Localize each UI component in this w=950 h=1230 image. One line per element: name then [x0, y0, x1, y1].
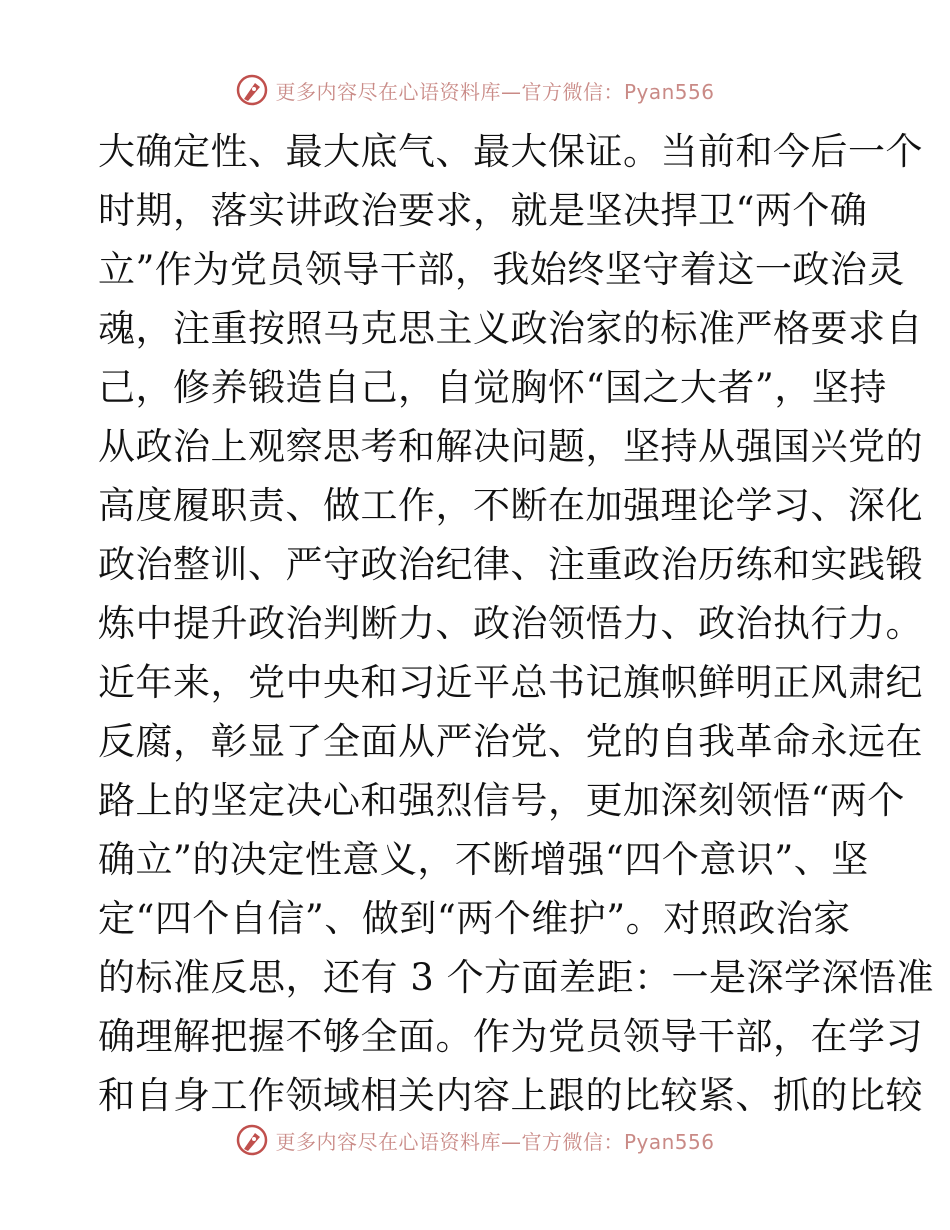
body-line: 定“四个自信”、做到“两个维护”。对照政治家 [98, 897, 851, 940]
footer-watermark [0, 1120, 950, 1160]
body-line: 近年来，党中央和习近平总书记旗帜鲜明正风肃纪 [98, 661, 923, 704]
pen-nib-circle-icon [235, 73, 269, 107]
body-line: 大确定性、最大底气、最大保证。当前和今后一个 [98, 130, 923, 173]
body-line: 己，修养锻造自己，自觉胸怀“国之大者”，坚持 [98, 366, 887, 409]
body-line: 时期，落实讲政治要求，就是坚决捍卫“两个确 [98, 189, 868, 232]
body-line: 确理解把握不够全面。作为党员领导干部，在学习 [98, 1015, 923, 1058]
body-line: 反腐，彰显了全面从严治党、党的自我革命永远在 [98, 720, 923, 763]
header-banner-text: 更多内容尽在心语资料库—官方微信：Pyan556 [275, 79, 715, 104]
body-line: 和自身工作领域相关内容上跟的比较紧、抓的比较 [98, 1074, 923, 1117]
body-line: 政治整训、严守政治纪律、注重政治历练和实践锻 [98, 543, 923, 586]
body-line: 确立”的决定性意义，不断增强“四个意识”、坚 [98, 838, 869, 881]
footer-banner-text: 更多内容尽在心语资料库—官方微信：Pyan556 [275, 1129, 715, 1154]
body-line: 魂，注重按照马克思主义政治家的标准严格要求自 [98, 307, 923, 350]
header-watermark [0, 70, 950, 110]
body-line: 高度履职责、做工作，不断在加强理论学习、深化 [98, 484, 923, 527]
pen-nib-circle-icon [235, 1123, 269, 1157]
body-line: 的标准反思，还有 3 个方面差距：一是深学深悟准 [98, 956, 935, 999]
document-body [98, 122, 935, 1125]
body-line: 路上的坚定决心和强烈信号，更加深刻领悟“两个 [98, 779, 905, 822]
body-line: 从政治上观察思考和解决问题，坚持从强国兴党的 [98, 425, 923, 468]
body-line: 立”作为党员领导干部，我始终坚守着这一政治灵 [98, 248, 905, 291]
body-line: 炼中提升政治判断力、政治领悟力、政治执行力。 [98, 602, 923, 645]
